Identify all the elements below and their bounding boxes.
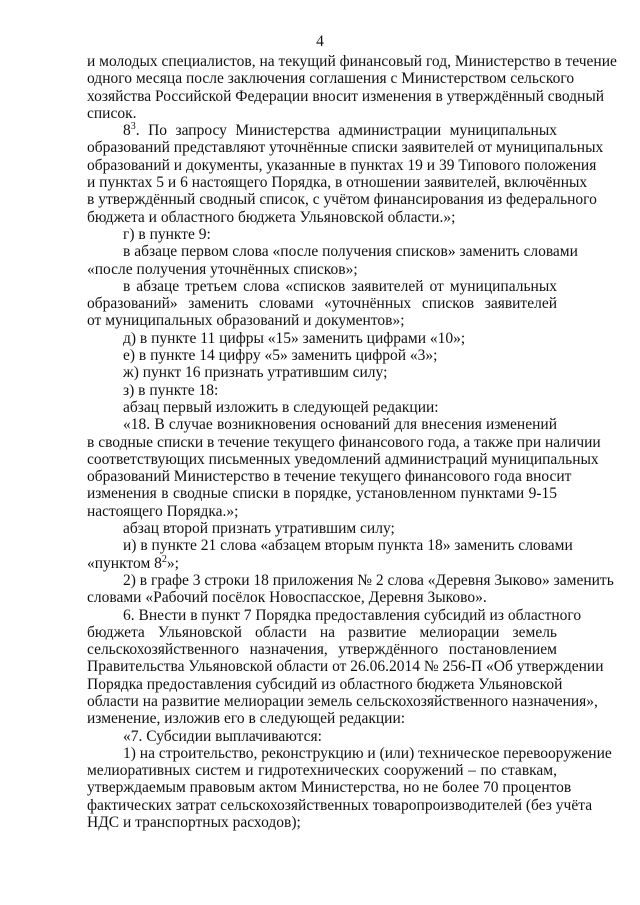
text-line [87,139,604,157]
text-line [87,571,614,589]
paragraph [87,226,557,243]
paragraph [87,278,557,330]
line-text: сельскохозяйственного назначения, утверждённого постановлением [87,641,557,659]
text-line [87,87,605,105]
paragraph [87,382,557,399]
line-text: области на развитие мелиорации земель сельскохозяйственного назначения», [87,692,598,710]
text-line [87,209,557,226]
text-line [87,261,557,278]
paragraph [87,606,604,728]
paragraph [87,347,557,364]
line-text: бюджета и областного бюджета Ульяновской области.»; [87,208,456,226]
paragraph [87,121,604,226]
line-text: Правительства Ульяновской области от 26.06.2014 № 256-П «Об утверждении [87,658,604,676]
text-line [87,485,557,502]
text-line [87,658,604,676]
line-text: «18. В случае возникновения оснований для внесения изменений [123,416,557,434]
text-line [87,312,557,329]
text-line [87,156,597,174]
line-text: одного месяца после заключения соглашения с Министерством сельского [87,70,575,88]
line-text: в абзаце первом слова «после получения списков» заменить словами [123,243,578,261]
paragraph [87,520,557,537]
line-text: «7. Субсидии выплачиваются: [123,727,322,745]
reference-superscript: 2 [161,553,167,565]
text-line [87,537,573,555]
text-line [87,330,557,347]
line-text: «пунктом 8 [87,554,162,572]
line-text: д) в пункте 11 цифры «15» заменить цифрами «10»; [123,329,466,347]
paragraph [87,364,557,381]
text-line [87,606,582,624]
line-text: бюджета Ульяновской области на развитие мелиорации земель [87,623,557,641]
line-text: в сводные списки в течение текущего финансового года, а также при наличии [87,433,601,451]
line-text: образований Министерство в течение текущего финансового года вносит [87,468,572,486]
line-text: з) в пункте 18: [123,381,219,399]
text-line [87,641,557,658]
text-line [87,191,597,209]
text-line [87,675,563,693]
text-line [87,243,578,261]
line-text: е) в пункте 14 цифру «5» заменить цифрой «3»; [123,347,438,365]
line-text: г) в пункте 9: [123,225,211,243]
text-line [87,589,557,606]
document-body [87,53,617,832]
line-text: соответствующих письменных уведомлений администраций муниципальных [87,450,599,468]
line-text: изменение, изложив его в следующей редакции: [87,710,406,728]
paragraph [87,399,557,416]
text-line [87,520,557,537]
line-text: и) в пункте 21 слова «абзацем вторым пункта 18» заменить словами [123,537,573,555]
text-line [87,295,557,312]
paragraph [87,571,614,607]
text-line [87,779,572,797]
text-line [87,450,599,468]
line-text: 1) на строительство, реконструкцию и (или) техническое перевооружение [123,744,612,762]
line-text: образований представляют уточнённые списки заявителей от муниципальных [87,139,604,157]
text-line [87,399,557,416]
paragraph [87,330,557,347]
text-line [87,692,598,710]
clause-superscript: 3 [130,121,136,133]
text-line [87,278,557,295]
line-text: и молодых специалистов, на текущий финансовый год, Министерство в течение [87,53,617,70]
line-suffix: »; [166,554,179,572]
text-line [87,433,601,451]
text-line [87,364,557,381]
text-line [87,226,557,243]
text-line [87,174,588,192]
text-line [87,624,557,641]
line-text: 2) в графе 3 строки 18 приложения № 2 слова «Деревня Зыково» заменить [123,571,614,589]
text-line [87,122,557,139]
text-line [87,814,557,831]
line-text: хозяйства Российской Федерации вносит изменения в утверждённый сводный [87,87,605,105]
line-text: НДС и транспортных расходов); [87,814,301,832]
line-text: утверждаемым правовым актом Министерства, но не более 70 процентов [87,779,572,797]
paragraph [87,53,617,122]
line-text: от муниципальных образований и документов»; [87,312,405,330]
line-text: образований и документы, указанные в пунктах 19 и 39 Типового положения [87,156,597,174]
paragraph [87,537,573,572]
text-line [87,416,557,433]
text-line [87,503,557,520]
page-number: 4 [316,33,324,50]
line-text: список. [87,104,137,122]
line-text: фактических затрат сельскохозяйственных товаропроизводителей (без учёта [87,796,593,814]
line-text: образований» заменить словами «уточнённых списков заявителей [87,295,557,313]
line-text: мелиоративных систем и гидротехнических сооружений – по ставкам, [87,762,557,780]
paragraph [87,416,601,520]
line-text: в утверждённый сводный список, с учётом финансирования из федерального [87,191,597,209]
paragraph [87,728,557,745]
text-line [87,347,557,364]
line-text: абзац первый изложить в следующей редакции: [123,398,439,416]
text-line [87,796,593,814]
line-text: изменения в сводные списки в порядке, установленном пунктами 9-15 [87,485,557,503]
line-text: в абзаце третьем слова «списков заявителей от муниципальных [123,277,557,295]
text-line [87,744,612,762]
line-text: 6. Внести в пункт 7 Порядка предоставления субсидий из областного [123,606,582,624]
line-text: . По запросу Министерства администрации муниципальных [135,122,557,140]
text-line [87,728,557,745]
text-line [87,382,557,399]
line-text: Порядка предоставления субсидий из областного бюджета Ульяновской [87,675,563,693]
line-text: и пунктах 5 и 6 настоящего Порядка, в отношении заявителей, включённых [87,174,588,192]
line-text: «после получения уточнённых списков»; [87,260,358,278]
line-text: настоящего Порядка.»; [87,502,239,520]
text-line [87,53,617,70]
text-line [87,468,572,486]
line-text: абзац второй признать утратившим силу; [123,520,395,538]
clause-number: 8 [123,122,131,140]
text-line [87,762,557,779]
line-text: ж) пункт 16 признать утратившим силу; [123,364,388,382]
paragraph [87,744,612,832]
text-line [87,710,557,727]
text-line [87,105,557,122]
paragraph [87,243,578,278]
text-line [87,70,575,88]
line-text: словами «Рабочий посёлок Новоспасское, Деревня Зыково». [87,589,487,607]
text-line [87,555,557,572]
